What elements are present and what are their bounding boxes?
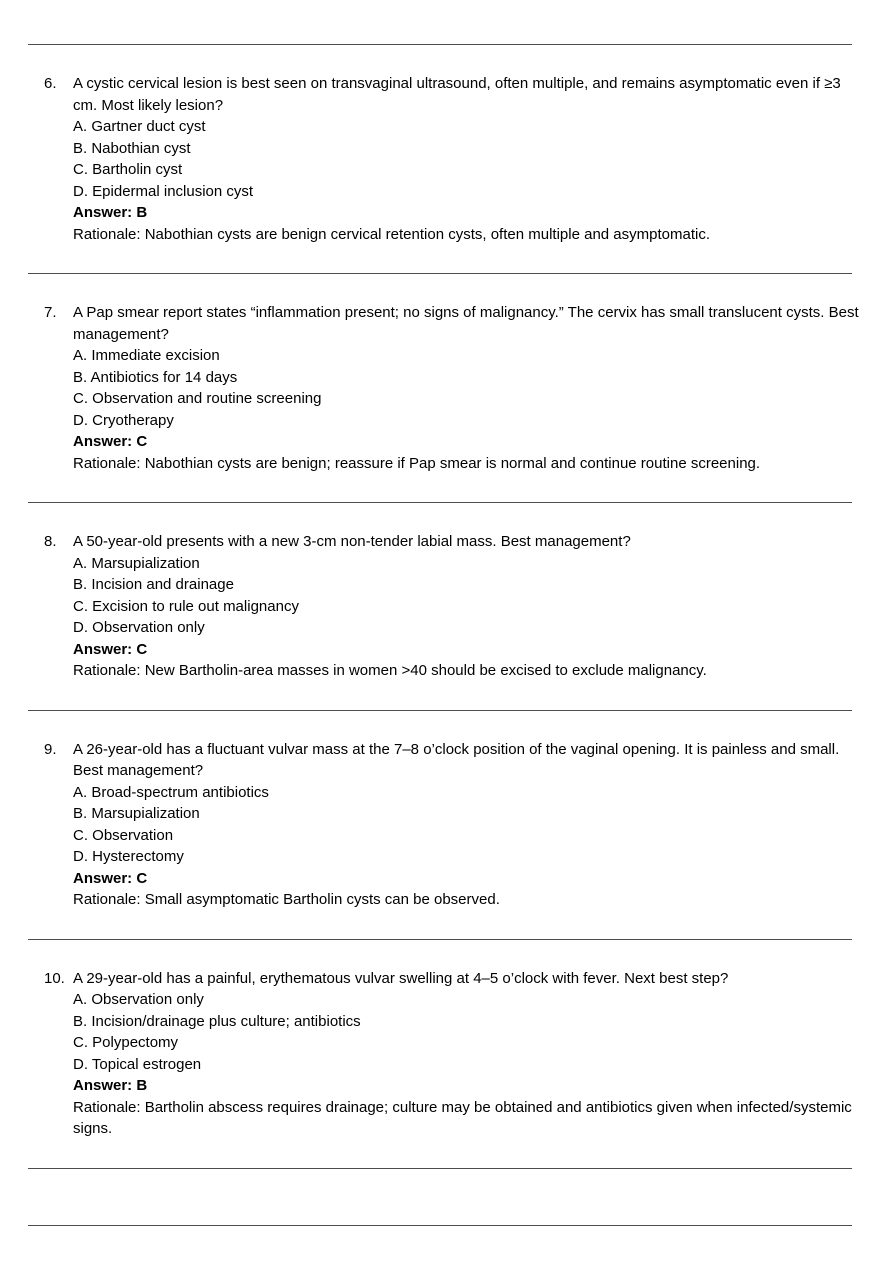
bottom-spacer: [0, 1169, 880, 1225]
question-text: A 50-year-old presents with a new 3-cm non-tender labial mass. Best management?: [73, 533, 631, 550]
answer-option: D. Cryotherapy: [73, 411, 174, 429]
answer-line: Answer: B: [73, 204, 148, 221]
answer-option: C. Observation: [73, 826, 174, 844]
question-item: [0, 274, 880, 502]
question-body: [73, 739, 860, 911]
answer-option: B. Marsupialization: [73, 805, 200, 822]
question-text: A 26-year-old has a fluctuant vulvar mass at the 7–8 o’clock position of the vaginal opening. It is painless and small. Best management?: [73, 740, 840, 779]
answer-option: C. Observation and routine screening: [73, 390, 322, 407]
rationale-line: Rationale: Nabothian cysts are benign cervical retention cysts, often multiple and asymptomatic.: [73, 225, 710, 243]
rationale-line: Rationale: New Bartholin-area masses in women >40 should be excised to exclude malignancy.: [73, 662, 707, 679]
question-text: A Pap smear report states “inflammation present; no signs of malignancy.” The cervix has small translucent cysts. Best management?: [73, 304, 859, 343]
question-number: 7.: [44, 304, 57, 321]
answer-option: B. Nabothian cyst: [73, 139, 191, 157]
question-body: [73, 968, 860, 1140]
answer-option: C. Polypectomy: [73, 1034, 179, 1051]
question-number: 9.: [44, 740, 57, 758]
rationale-line: Rationale: Small asymptomatic Bartholin cysts can be observed.: [73, 891, 500, 908]
question-text: A cystic cervical lesion is best seen on transvaginal ultrasound, often multiple, and remains asymptomatic even if ≥3 cm. Most likely lesion?: [73, 75, 841, 114]
answer-line: Answer: C: [73, 640, 148, 658]
question-number: 8.: [44, 533, 57, 550]
answer-option: D. Observation only: [73, 619, 205, 636]
question-text: A 29-year-old has a painful, erythematous vulvar swelling at 4–5 o’clock with fever. Next best step?: [73, 969, 729, 987]
answer-option: A. Observation only: [73, 991, 204, 1008]
answer-option: B. Incision and drainage: [73, 576, 234, 593]
question-body: [73, 531, 860, 682]
answer-option: B. Incision/drainage plus culture; antibiotics: [73, 1012, 361, 1030]
answer-option: B. Antibiotics for 14 days: [73, 368, 238, 386]
answer-option: D. Topical estrogen: [73, 1055, 202, 1073]
divider: [28, 1225, 852, 1226]
question-item: [0, 711, 880, 939]
question-number: 10.: [44, 969, 65, 987]
answer-line: Answer: C: [73, 433, 148, 450]
answer-option: C. Excision to rule out malignancy: [73, 597, 299, 615]
question-item: [0, 503, 880, 710]
document-page: [0, 44, 880, 1287]
question-number: 6.: [44, 75, 57, 92]
question-item: [0, 45, 880, 273]
question-item: [0, 940, 880, 1168]
answer-option: A. Marsupialization: [73, 554, 200, 572]
rationale-line: Rationale: Nabothian cysts are benign; reassure if Pap smear is normal and continue routine screening.: [73, 454, 761, 472]
answer-option: A. Immediate excision: [73, 347, 220, 364]
answer-line: Answer: B: [73, 1077, 148, 1094]
question-body: [73, 302, 860, 474]
answer-option: D. Hysterectomy: [73, 848, 184, 865]
answer-line: Answer: C: [73, 869, 148, 887]
rationale-line: Rationale: Bartholin abscess requires drainage; culture may be obtained and antibiotics given when infected/systemic signs.: [73, 1098, 852, 1137]
answer-option: D. Epidermal inclusion cyst: [73, 182, 254, 200]
answer-option: A. Gartner duct cyst: [73, 118, 206, 135]
answer-option: C. Bartholin cyst: [73, 161, 183, 178]
answer-option: A. Broad-spectrum antibiotics: [73, 783, 269, 801]
question-body: [73, 73, 860, 245]
